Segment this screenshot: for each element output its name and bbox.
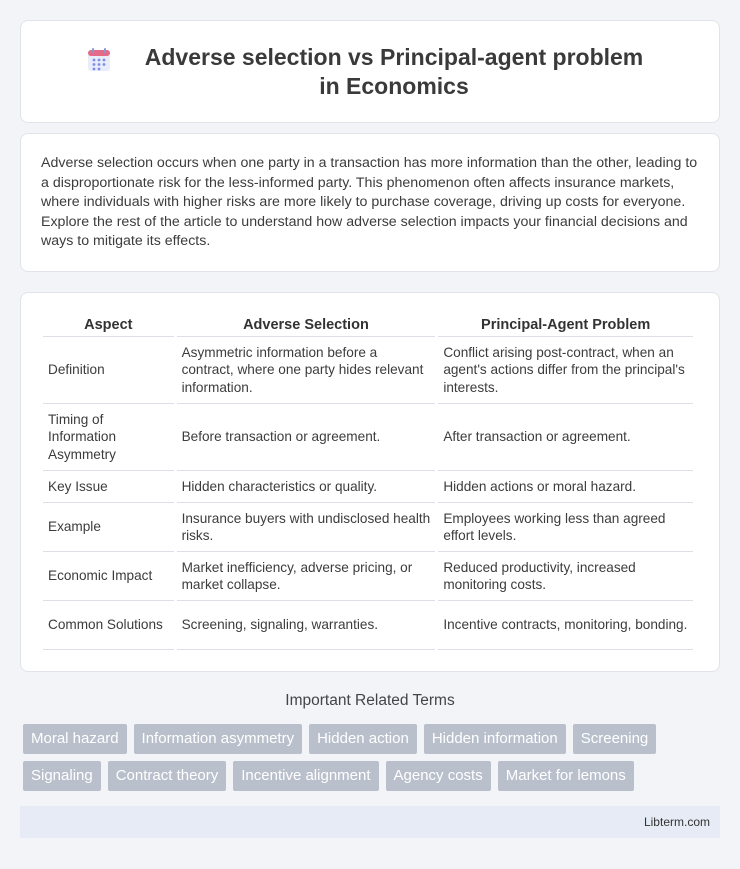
- tag-screening[interactable]: Screening: [573, 724, 657, 754]
- tag-signaling[interactable]: Signaling: [23, 761, 101, 791]
- table-cell: Hidden characteristics or quality.: [177, 471, 436, 503]
- table-cell: Example: [43, 503, 174, 552]
- table-cell: Before transaction or agreement.: [177, 404, 436, 471]
- page-title: Adverse selection vs Principal-agent problem in Economics: [144, 43, 644, 99]
- table-row: [43, 503, 693, 552]
- table-cell: Reduced productivity, increased monitoring costs.: [438, 552, 693, 601]
- comparison-card: [20, 292, 720, 672]
- related-terms-title: Important Related Terms: [285, 692, 455, 709]
- calendar-icon: [86, 47, 112, 73]
- footer: [20, 806, 720, 838]
- table-cell: After transaction or agreement.: [438, 404, 693, 471]
- table-cell: Screening, signaling, warranties.: [177, 601, 436, 650]
- tag-information-asymmetry[interactable]: Information asymmetry: [134, 724, 303, 754]
- intro-text: Adverse selection occurs when one party in a transaction has more information than the other, leading to a disproportionate risk for the less-informed party. This phenomenon often affects insurance markets, where individuals with higher risks are more likely to purchase coverage, driving up costs for everyone. Explore the rest of the article to understand how adverse selection impacts your financial decisions and ways to mitigate its effects.: [41, 155, 698, 250]
- table-cell: Economic Impact: [43, 552, 174, 601]
- table-row: [43, 471, 693, 503]
- column-header: Principal-Agent Problem: [438, 315, 693, 337]
- comparison-table: [40, 315, 696, 650]
- tag-agency-costs[interactable]: Agency costs: [386, 761, 491, 791]
- table-row: [43, 404, 693, 471]
- table-row: [43, 552, 693, 601]
- table-row: [43, 337, 693, 404]
- tag-incentive-alignment[interactable]: Incentive alignment: [233, 761, 378, 791]
- table-cell: Conflict arising post-contract, when an agent's actions differ from the principal's interests.: [438, 337, 693, 404]
- tag-hidden-action[interactable]: Hidden action: [309, 724, 417, 754]
- table-row: [43, 601, 693, 650]
- tag-moral-hazard[interactable]: Moral hazard: [23, 724, 127, 754]
- footer-site-link[interactable]: Libterm.com: [643, 815, 710, 829]
- table-cell: Incentive contracts, monitoring, bonding.: [438, 601, 693, 650]
- header-card: [20, 20, 720, 123]
- table-cell: Employees working less than agreed effort levels.: [438, 503, 693, 552]
- table-cell: Timing of Information Asymmetry: [43, 404, 174, 471]
- table-cell: Hidden actions or moral hazard.: [438, 471, 693, 503]
- column-header: Aspect: [43, 315, 174, 337]
- table-cell: Common Solutions: [43, 601, 174, 650]
- tag-market-for-lemons[interactable]: Market for lemons: [498, 761, 634, 791]
- table-cell: Market inefficiency, adverse pricing, or market collapse.: [177, 552, 436, 601]
- table-cell: Asymmetric information before a contract, where one party hides relevant information.: [177, 337, 436, 404]
- tag-contract-theory[interactable]: Contract theory: [108, 761, 227, 791]
- table-cell: Key Issue: [43, 471, 174, 503]
- table-cell: Insurance buyers with undisclosed health risks.: [177, 503, 436, 552]
- related-terms-list: [23, 724, 713, 798]
- intro-card: [20, 133, 720, 272]
- column-header: Adverse Selection: [177, 315, 436, 337]
- table-header-row: [43, 315, 693, 337]
- table-cell: Definition: [43, 337, 174, 404]
- tag-hidden-information[interactable]: Hidden information: [424, 724, 566, 754]
